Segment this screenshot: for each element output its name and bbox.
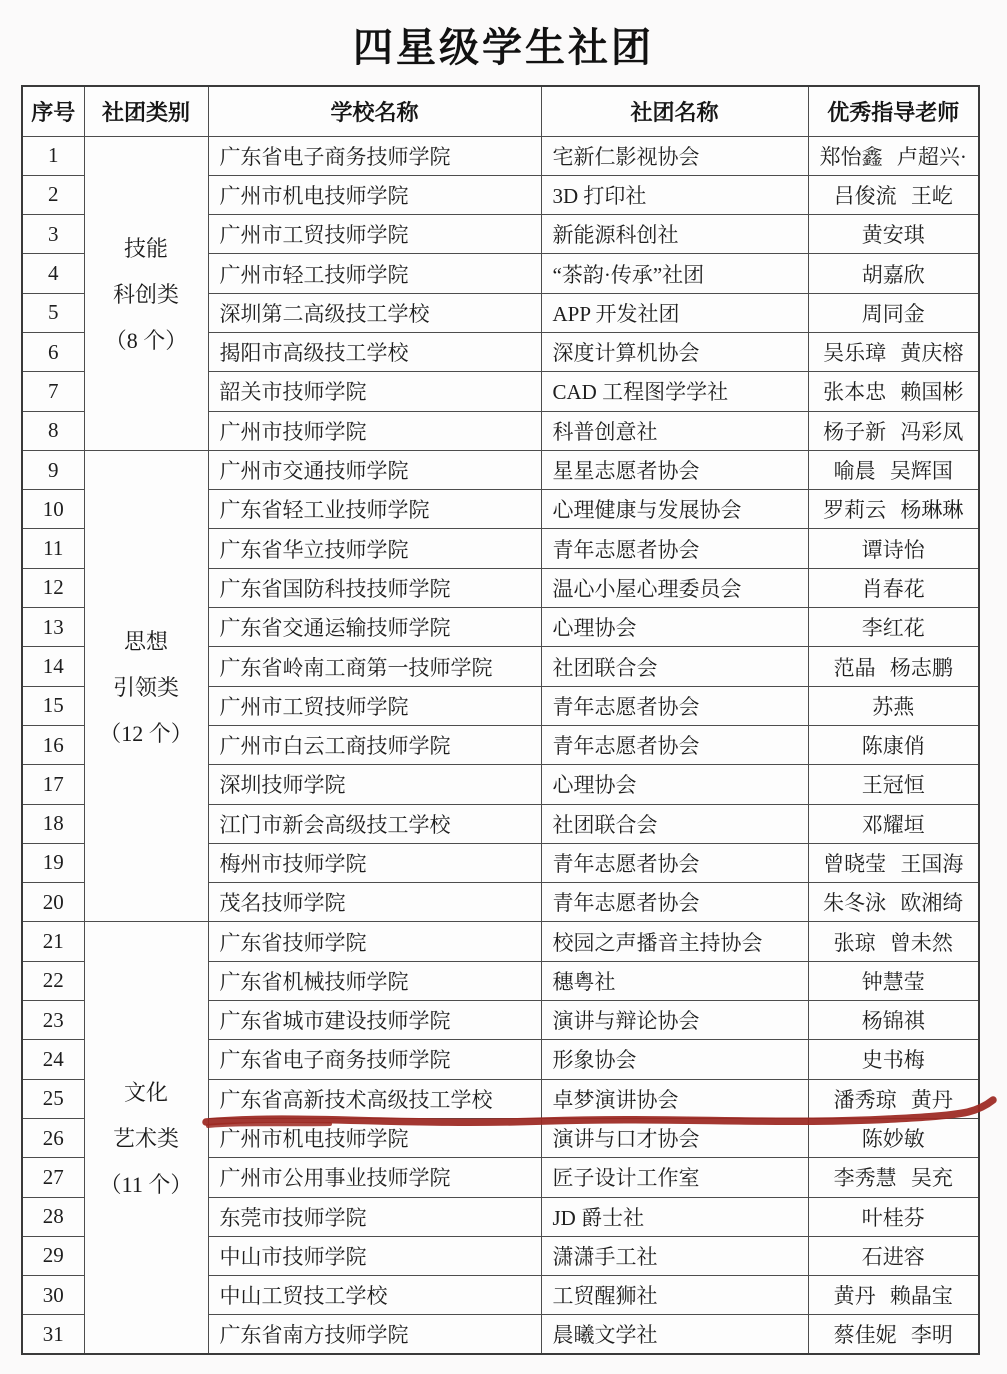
row-number: 18 (22, 804, 84, 843)
category-cell (84, 450, 208, 922)
club-name: 心理健康与发展协会 (541, 490, 808, 529)
row-number: 31 (22, 1315, 84, 1354)
category-line: 艺术类 (112, 1126, 179, 1152)
teacher-names: 曾晓莹 王国海 (808, 843, 979, 882)
category-label (85, 232, 208, 355)
row-number: 9 (22, 450, 84, 489)
category-line: （11 个） (99, 1172, 193, 1198)
category-line: 文化 (123, 1080, 168, 1106)
school-name: 广州市交通技师学院 (208, 450, 541, 489)
category-cell (84, 136, 208, 450)
teacher-names: 陈康俏 (808, 725, 979, 764)
teacher-names: 郑怡鑫 卢超兴· (808, 136, 979, 175)
row-number: 12 (22, 568, 84, 607)
club-name: “茶韵·传承”社团 (541, 254, 808, 293)
row-number: 25 (22, 1079, 84, 1118)
club-name: 温心小屋心理委员会 (541, 568, 808, 607)
category-label (85, 625, 208, 748)
school-name: 梅州市技师学院 (208, 843, 541, 882)
teacher-names: 李秀慧 吴充 (808, 1158, 979, 1197)
club-name: 社团联合会 (541, 647, 808, 686)
teacher-names: 钟慧莹 (808, 961, 979, 1000)
teacher-names: 张琼 曾未然 (808, 922, 979, 961)
club-name: 科普创意社 (541, 411, 808, 450)
teacher-names: 李红花 (808, 608, 979, 647)
school-name: 韶关市技师学院 (208, 372, 541, 411)
row-number: 6 (22, 332, 84, 371)
category-line: （8 个） (104, 327, 188, 353)
club-name: 社团联合会 (541, 804, 808, 843)
school-name: 广州市工贸技师学院 (208, 215, 541, 254)
club-name: 深度计算机协会 (541, 332, 808, 371)
row-number: 24 (22, 1040, 84, 1079)
club-name: 心理协会 (541, 765, 808, 804)
row-number: 10 (22, 490, 84, 529)
teacher-names: 叶桂芬 (808, 1197, 979, 1236)
table-header (22, 86, 979, 136)
teacher-names: 吴乐璋 黄庆榕 (808, 332, 979, 371)
club-name: 形象协会 (541, 1040, 808, 1079)
school-name: 中山工贸技工学校 (208, 1276, 541, 1315)
column-header-club: 社团名称 (541, 86, 808, 136)
school-name: 广州市轻工技师学院 (208, 254, 541, 293)
teacher-names: 杨子新 冯彩凤 (808, 411, 979, 450)
school-name: 广州市工贸技师学院 (208, 686, 541, 725)
row-number: 14 (22, 647, 84, 686)
club-name: 演讲与辩论协会 (541, 1001, 808, 1040)
row-number: 7 (22, 372, 84, 411)
teacher-names: 罗莉云 杨琳琳 (808, 490, 979, 529)
teacher-names: 石进容 (808, 1236, 979, 1275)
club-name: 穗粤社 (541, 961, 808, 1000)
club-name: 宅新仁影视协会 (541, 136, 808, 175)
teacher-names: 喻晨 吴辉国 (808, 450, 979, 489)
club-name: 演讲与口才协会 (541, 1118, 808, 1157)
row-number: 16 (22, 725, 84, 764)
school-name: 广东省岭南工商第一技师学院 (208, 647, 541, 686)
category-line: （12 个） (99, 720, 193, 746)
row-number: 8 (22, 411, 84, 450)
school-name: 广东省交通运输技师学院 (208, 608, 541, 647)
row-number: 21 (22, 922, 84, 961)
row-number: 11 (22, 529, 84, 568)
school-name: 广东省南方技师学院 (208, 1315, 541, 1354)
school-name: 广东省机械技师学院 (208, 961, 541, 1000)
school-name: 深圳第二高级技工学校 (208, 293, 541, 332)
school-name: 茂名技师学院 (208, 883, 541, 922)
school-name: 广东省城市建设技师学院 (208, 1001, 541, 1040)
row-number: 23 (22, 1001, 84, 1040)
row-number: 17 (22, 765, 84, 804)
row-number: 4 (22, 254, 84, 293)
club-name: 青年志愿者协会 (541, 529, 808, 568)
school-name: 揭阳市高级技工学校 (208, 332, 541, 371)
row-number: 26 (22, 1118, 84, 1157)
club-name: 青年志愿者协会 (541, 843, 808, 882)
column-header-school: 学校名称 (208, 86, 541, 136)
row-number: 30 (22, 1276, 84, 1315)
teacher-names: 吕俊流 王屹 (808, 175, 979, 214)
school-name: 深圳技师学院 (208, 765, 541, 804)
page-title: 四星级学生社团 (353, 26, 654, 70)
row-number: 20 (22, 883, 84, 922)
teacher-names: 陈妙敏 (808, 1118, 979, 1157)
row-number: 2 (22, 175, 84, 214)
header-row (22, 86, 979, 136)
school-name: 广州市技师学院 (208, 411, 541, 450)
teacher-names: 王冠恒 (808, 765, 979, 804)
school-name: 江门市新会高级技工学校 (208, 804, 541, 843)
teacher-names: 周同金 (808, 293, 979, 332)
category-line: 科创类 (112, 281, 179, 307)
school-name: 广东省轻工业技师学院 (208, 490, 541, 529)
club-name: 星星志愿者协会 (541, 450, 808, 489)
school-name: 广东省电子商务技师学院 (208, 136, 541, 175)
row-number: 27 (22, 1158, 84, 1197)
club-name: 工贸醒狮社 (541, 1276, 808, 1315)
teacher-names: 杨锦祺 (808, 1001, 979, 1040)
category-line: 思想 (123, 628, 168, 654)
club-name: JD 爵士社 (541, 1197, 808, 1236)
column-header-teacher: 优秀指导老师 (808, 86, 979, 136)
teacher-names: 黄安琪 (808, 215, 979, 254)
category-line: 引领类 (112, 674, 179, 700)
club-name: APP 开发社团 (541, 293, 808, 332)
school-name: 广东省华立技师学院 (208, 529, 541, 568)
club-name: 心理协会 (541, 608, 808, 647)
teacher-names: 史书梅 (808, 1040, 979, 1079)
table-row (22, 450, 979, 489)
teacher-names: 邓耀垣 (808, 804, 979, 843)
row-number: 15 (22, 686, 84, 725)
column-header-serial: 序号 (22, 86, 84, 136)
row-number: 19 (22, 843, 84, 882)
row-number: 22 (22, 961, 84, 1000)
club-name: 3D 打印社 (541, 175, 808, 214)
club-name: 晨曦文学社 (541, 1315, 808, 1354)
column-header-category: 社团类别 (84, 86, 208, 136)
table-body (22, 136, 979, 1354)
teacher-names: 蔡佳妮 李明 (808, 1315, 979, 1354)
teacher-names: 范晶 杨志鹏 (808, 647, 979, 686)
club-name: 潇潇手工社 (541, 1236, 808, 1275)
teacher-names: 苏燕 (808, 686, 979, 725)
club-name: 青年志愿者协会 (541, 686, 808, 725)
school-name: 广州市机电技师学院 (208, 1118, 541, 1157)
club-name: CAD 工程图学学社 (541, 372, 808, 411)
school-name: 广州市机电技师学院 (208, 175, 541, 214)
category-line: 技能 (123, 235, 168, 261)
club-name: 新能源科创社 (541, 215, 808, 254)
row-number: 1 (22, 136, 84, 175)
school-name: 广东省技师学院 (208, 922, 541, 961)
teacher-names: 潘秀琼 黄丹 (808, 1079, 979, 1118)
row-number: 29 (22, 1236, 84, 1275)
teacher-names: 胡嘉欣 (808, 254, 979, 293)
school-name: 东莞市技师学院 (208, 1197, 541, 1236)
school-name: 中山市技师学院 (208, 1236, 541, 1275)
teacher-names: 张本忠 赖国彬 (808, 372, 979, 411)
school-name: 广州市白云工商技师学院 (208, 725, 541, 764)
school-name: 广东省高新技术高级技工学校 (208, 1079, 541, 1118)
club-table (21, 85, 980, 1355)
row-number: 28 (22, 1197, 84, 1236)
category-cell (84, 922, 208, 1354)
school-name: 广州市公用事业技师学院 (208, 1158, 541, 1197)
teacher-names: 朱冬泳 欧湘绮 (808, 883, 979, 922)
table-row (22, 922, 979, 961)
club-name: 青年志愿者协会 (541, 883, 808, 922)
school-name: 广东省国防科技技师学院 (208, 568, 541, 607)
table-row (22, 136, 979, 175)
school-name: 广东省电子商务技师学院 (208, 1040, 541, 1079)
club-name: 青年志愿者协会 (541, 725, 808, 764)
teacher-names: 谭诗怡 (808, 529, 979, 568)
row-number: 3 (22, 215, 84, 254)
club-name: 校园之声播音主持协会 (541, 922, 808, 961)
row-number: 13 (22, 608, 84, 647)
teacher-names: 黄丹 赖晶宝 (808, 1276, 979, 1315)
club-name: 匠子设计工作室 (541, 1158, 808, 1197)
teacher-names: 肖春花 (808, 568, 979, 607)
row-number: 5 (22, 293, 84, 332)
category-label (85, 1076, 208, 1199)
club-name: 卓梦演讲协会 (541, 1079, 808, 1118)
